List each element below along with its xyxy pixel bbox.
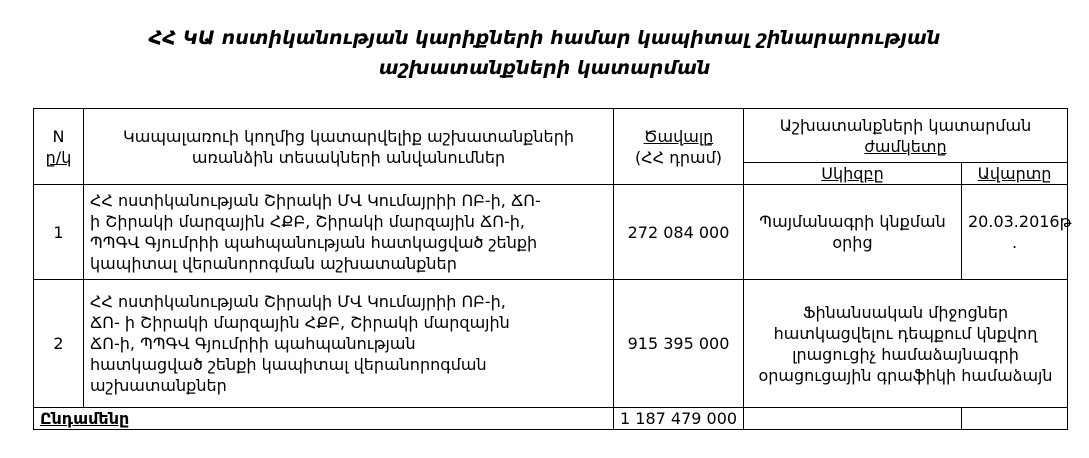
- row-period-line: Ֆինանսական միջոցներ: [802, 302, 1009, 322]
- row-description-line: ՀՀ ոստիկանության Շիրակի ՄՎ Կումայրիի ՈԲ-ի, ՃՈ-: [90, 191, 541, 210]
- table-row: [34, 185, 1068, 280]
- total-amount: 1 187 479 000: [614, 408, 744, 430]
- header-deadline-line1: Աշխատանքների կատարման: [779, 115, 1032, 135]
- header-amount-line2: (ՀՀ դրամ): [635, 147, 722, 167]
- row-period-line: օրացուցային գրաֆիկի համաձայն: [758, 365, 1053, 385]
- title-line-2: աշխատանքների կատարման: [378, 57, 711, 79]
- row-description-line: ՃՈ-ի, ՊՊԳՎ Գյումրիի պահպանության: [90, 334, 416, 353]
- total-empty-end: [962, 408, 1068, 430]
- row-period-line: հատկացվելու դեպքում կնքվող: [773, 323, 1038, 343]
- total-row: [34, 408, 1068, 430]
- header-deadline: [744, 109, 1068, 163]
- row-description: [84, 185, 614, 280]
- row-amount: 915 395 000: [614, 280, 744, 408]
- header-number-line2: ը/կ: [45, 147, 72, 167]
- header-deadline-line2: ժամկետը: [864, 136, 947, 156]
- header-amount-line1: Ծավալը: [643, 126, 714, 146]
- header-works-line2: առանձին տեսակների անվանումներ: [191, 147, 506, 167]
- row-period-line: լրացուցիչ համաձայնագրի: [792, 344, 1019, 364]
- row-amount: 272 084 000: [614, 185, 744, 280]
- document-title: [0, 23, 1089, 83]
- header-row-1: [34, 109, 1068, 163]
- total-label-cell: [34, 408, 614, 430]
- header-start: Սկիզբը: [744, 163, 962, 185]
- row-end-line: .: [1011, 233, 1018, 252]
- total-empty-start: [744, 408, 962, 430]
- header-number-line1: N: [52, 126, 65, 146]
- row-description-line: ՃՈ- ի Շիրակի մարզային ՀՔԲ, Շիրակի մարզային: [90, 313, 510, 332]
- table-row: [34, 280, 1068, 408]
- row-start-line: Պայմանագրի կնքման: [759, 212, 946, 231]
- row-description-line: ՊՊԳՎ Գյումրիի պահպանության հատկացված շենքի: [90, 233, 538, 252]
- row-description-line: կապիտալ վերանորոգման աշխատանքներ: [90, 254, 457, 273]
- header-works: [84, 109, 614, 185]
- row-end: [962, 185, 1072, 280]
- header-number: [34, 109, 84, 185]
- works-table: [33, 108, 1072, 430]
- row-start: [744, 185, 962, 280]
- row-description-line: ՀՀ ոստիկանության Շիրակի ՄՎ Կումայրիի ՈԲ-ի,: [90, 292, 506, 311]
- row-number: 2: [34, 280, 84, 408]
- row-start-line: օրից: [832, 233, 873, 252]
- header-end: Ավարտը: [962, 163, 1068, 185]
- row-description: [84, 280, 614, 408]
- total-label: Ընդամենը: [40, 409, 130, 428]
- row-period: [744, 280, 1068, 408]
- row-description-line: հատկացված շենքի կապիտալ վերանորոգման: [90, 355, 487, 374]
- row-end-line: 20.03.2016թ: [968, 212, 1072, 231]
- row-description-line: ի Շիրակի մարզային ՀՔԲ, Շիրակի մարզային ՃՈ-ի,: [90, 212, 525, 231]
- header-amount: [614, 109, 744, 185]
- header-works-line1: Կապալառուի կողմից կատարվելիք աշխատանքների: [123, 126, 574, 146]
- row-number: 1: [34, 185, 84, 280]
- title-line-1: ՀՀ ԿԱ ոստիկանության կարիքների համար կապիտալ շինարարության: [148, 27, 941, 49]
- row-description-line: աշխատանքներ: [90, 376, 227, 395]
